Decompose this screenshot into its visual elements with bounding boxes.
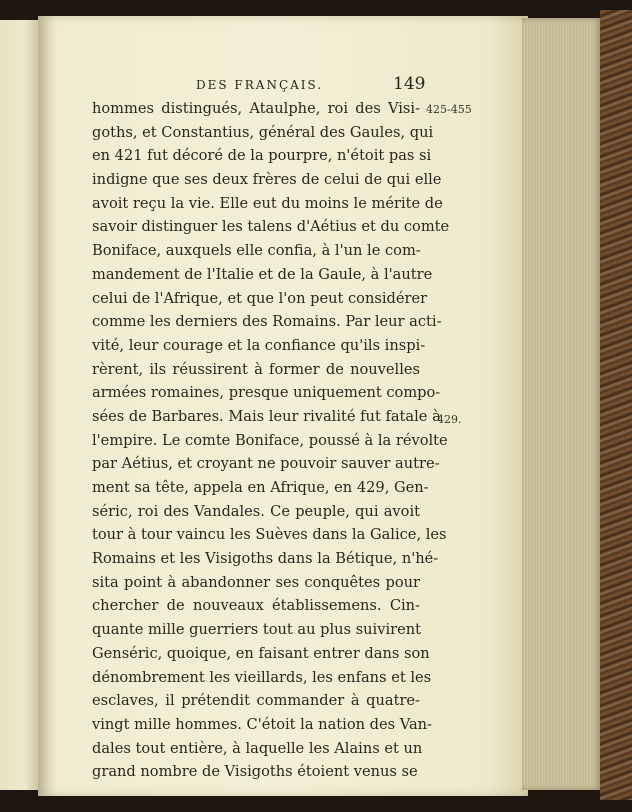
text-line: ment sa tête, appela en Afrique, en 429, Gen-: [92, 479, 429, 496]
text-line: quante mille guerriers tout au plus suivirent: [92, 621, 422, 639]
text-line: Genséric, quoique, en faisant entrer dans son: [92, 644, 430, 662]
text-line: l'empire. Le comte Boniface, poussé à la révolte: [92, 431, 448, 449]
text-line: savoir distinguer les talens d'Aétius et du comte: [92, 218, 450, 236]
text-line: mandement de l'Italie et de la Gaule, à l'autre: [92, 265, 433, 283]
text-line: rèrent, ils réussirent à former de nouvelles: [92, 360, 420, 378]
text-line: Romains et les Visigoths dans la Bétique, n'hé-: [92, 550, 439, 568]
text-line: dales tout entière, à laquelle les Alains et un: [92, 739, 423, 757]
margin-note-429: 429.: [437, 413, 462, 426]
text-line: comme les derniers des Romains. Par leur acti-: [92, 313, 442, 331]
running-head: DES FRANÇAIS.: [196, 78, 324, 92]
margin-note-years: 425-455: [426, 103, 472, 116]
text-line: chercher de nouveaux établissemens. Cin-: [92, 597, 420, 615]
text-line: sées de Barbares. Mais leur rivalité fut fatale à: [92, 407, 441, 425]
page-number: 149: [393, 74, 426, 94]
text-line: goths, et Constantius, général des Gaules, qui: [92, 123, 434, 141]
text-line: esclaves, il prétendit commander à quatre-: [92, 692, 420, 710]
text-line: vingt mille hommes. C'étoit la nation des Van-: [92, 715, 432, 733]
text-line: en 421 fut décoré de la pourpre, n'étoit pas si: [92, 147, 432, 165]
text-line: vité, leur courage et la confiance qu'ils inspi-: [92, 336, 426, 354]
text-line: par Aétius, et croyant ne pouvoir sauver autre-: [92, 455, 440, 473]
text-line: tour à tour vaincu les Suèves dans la Galice, les: [92, 526, 447, 544]
text-line: avoit reçu la vie. Elle eut du moins le mérite de: [92, 194, 443, 212]
text-line: séric, roi des Vandales. Ce peuple, qui avoit: [92, 502, 420, 520]
text-line: grand nombre de Visigoths étoient venus se: [92, 763, 418, 781]
text-line: celui de l'Afrique, et que l'on peut considérer: [92, 289, 428, 307]
text-line: dénombrement les vieillards, les enfans et les: [92, 668, 432, 686]
book-cover: [600, 10, 632, 800]
text-line: indigne que ses deux frères de celui de qui elle: [92, 171, 442, 189]
text-line: Boniface, auxquels elle confia, à l'un le com-: [92, 242, 421, 260]
text-line: hommes distingués, Ataulphe, roi des Visi-: [92, 100, 420, 117]
page-edges: [522, 18, 602, 790]
left-page-edge: [0, 20, 40, 790]
text-line: armées romaines, presque uniquement compo-: [92, 384, 441, 402]
text-line: sita point à abandonner ses conquêtes pour: [92, 573, 420, 591]
